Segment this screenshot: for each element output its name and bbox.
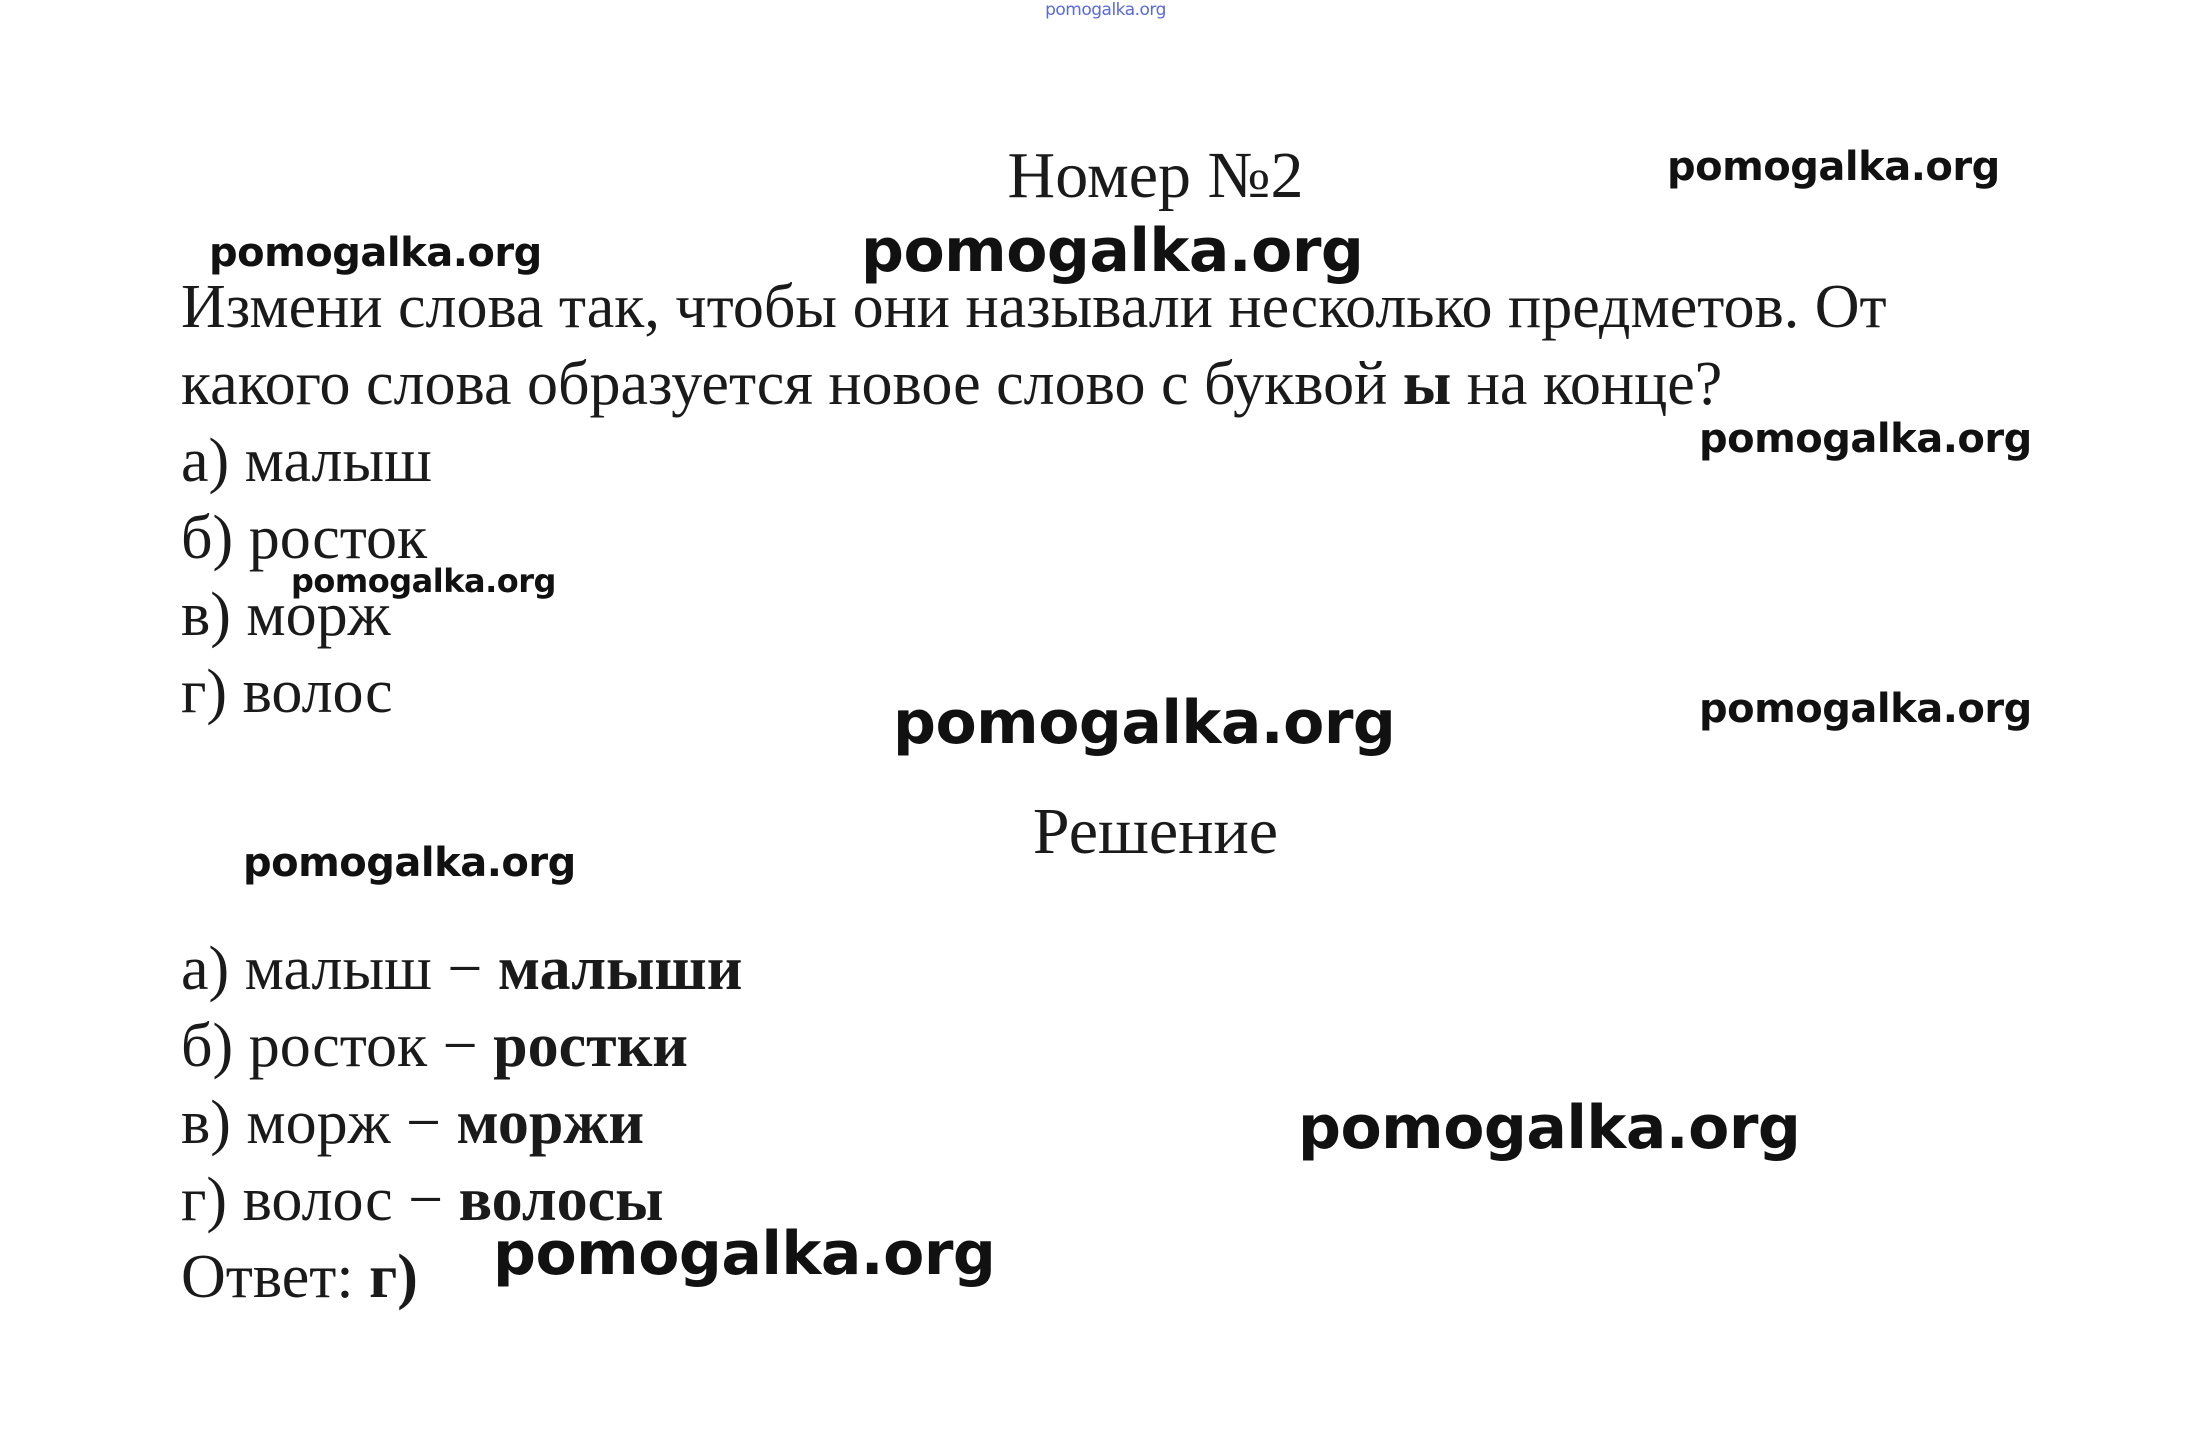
watermark: pomogalka.org [1699, 416, 2032, 462]
watermark: pomogalka.org [243, 840, 576, 886]
option-b: б) росток [181, 504, 428, 572]
watermark: pomogalka.org [209, 230, 542, 276]
watermark: pomogalka.org [493, 1219, 996, 1289]
solution-line-b [181, 1009, 688, 1083]
watermark: pomogalka.org [893, 688, 1396, 758]
header-watermark: pomogalka.org [1045, 0, 1166, 20]
solution-word: в) морж − [181, 1089, 457, 1157]
task-line-2-text: какого слова образуется новое слово с буквой [181, 350, 1403, 418]
option-c: в) морж [181, 581, 391, 649]
task-line-2-bold-letter: ы [1402, 350, 1452, 418]
answer-value: г) [369, 1243, 418, 1311]
watermark: pomogalka.org [1298, 1093, 1801, 1163]
task-line-2 [181, 347, 1722, 421]
watermark: pomogalka.org [291, 562, 556, 600]
solution-line-a [181, 932, 742, 1006]
solution-word: а) малыш − [181, 935, 498, 1003]
solution-word: б) росток − [181, 1012, 494, 1080]
task-line-1: Измени слова так, чтобы они называли несколько предметов. От [181, 273, 1887, 341]
watermark: pomogalka.org [1667, 144, 2000, 190]
solution-plural: ростки [493, 1012, 689, 1080]
solution-word: г) волос − [181, 1166, 459, 1234]
answer-label: Ответ: [181, 1243, 370, 1311]
solution-title: Решение [1032, 795, 1279, 868]
watermark: pomogalka.org [1699, 686, 2032, 732]
solution-plural: моржи [456, 1089, 645, 1157]
option-a: а) малыш [181, 427, 432, 495]
option-d: г) волос [181, 658, 393, 726]
answer-line [181, 1240, 418, 1314]
solution-plural: малыши [497, 935, 743, 1003]
solution-plural: волосы [458, 1166, 664, 1234]
task-line-2-end: на конце? [1451, 350, 1723, 418]
watermark: pomogalka.org [861, 216, 1364, 286]
solution-line-c [181, 1086, 644, 1160]
page-title: Номер №2 [1007, 139, 1304, 212]
